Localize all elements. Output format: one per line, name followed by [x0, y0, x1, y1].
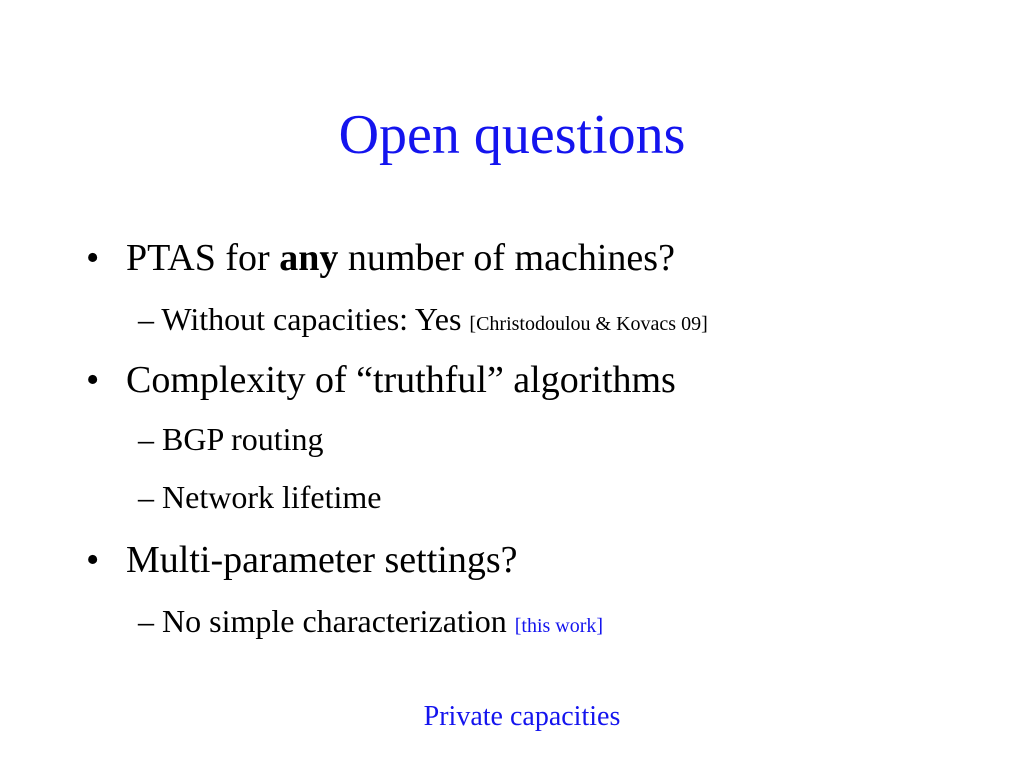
bullet-text: Complexity of “truthful” algorithms: [126, 359, 676, 401]
bullet-marker: •: [86, 359, 100, 401]
subbullet-text: BGP routing: [162, 421, 324, 457]
citation: [Christodoulou & Kovacs 09]: [469, 313, 708, 335]
bullet-text: Multi-parameter settings?: [126, 539, 518, 581]
footer-note: Private capacities: [423, 701, 621, 732]
dash-marker: –: [138, 301, 154, 337]
slide-title: Open questions: [338, 104, 686, 166]
subbullet-text: No simple characterization: [162, 603, 515, 639]
subbullet-without-capacities: [138, 300, 708, 343]
bullet-ptas: [86, 236, 675, 280]
dash-marker: –: [138, 421, 154, 457]
bullet-text-pre: PTAS for: [126, 237, 280, 279]
dash-marker: –: [138, 603, 154, 639]
bullet-marker: •: [86, 237, 100, 279]
bullet-text-post: number of machines?: [338, 237, 675, 279]
subbullet-bgp-routing: [138, 420, 324, 458]
bullet-marker: •: [86, 539, 100, 581]
bullet-text-emphasis: any: [279, 237, 339, 279]
subbullet-no-simple-characterization: [138, 602, 603, 645]
dash-marker: –: [138, 479, 154, 515]
bullet-multi-parameter: [86, 538, 518, 582]
subbullet-network-lifetime: [138, 478, 381, 516]
citation: [this work]: [514, 615, 604, 637]
subbullet-text: Network lifetime: [162, 479, 382, 515]
subbullet-text: Without capacities: Yes: [161, 301, 470, 337]
bullet-complexity: [86, 358, 676, 402]
